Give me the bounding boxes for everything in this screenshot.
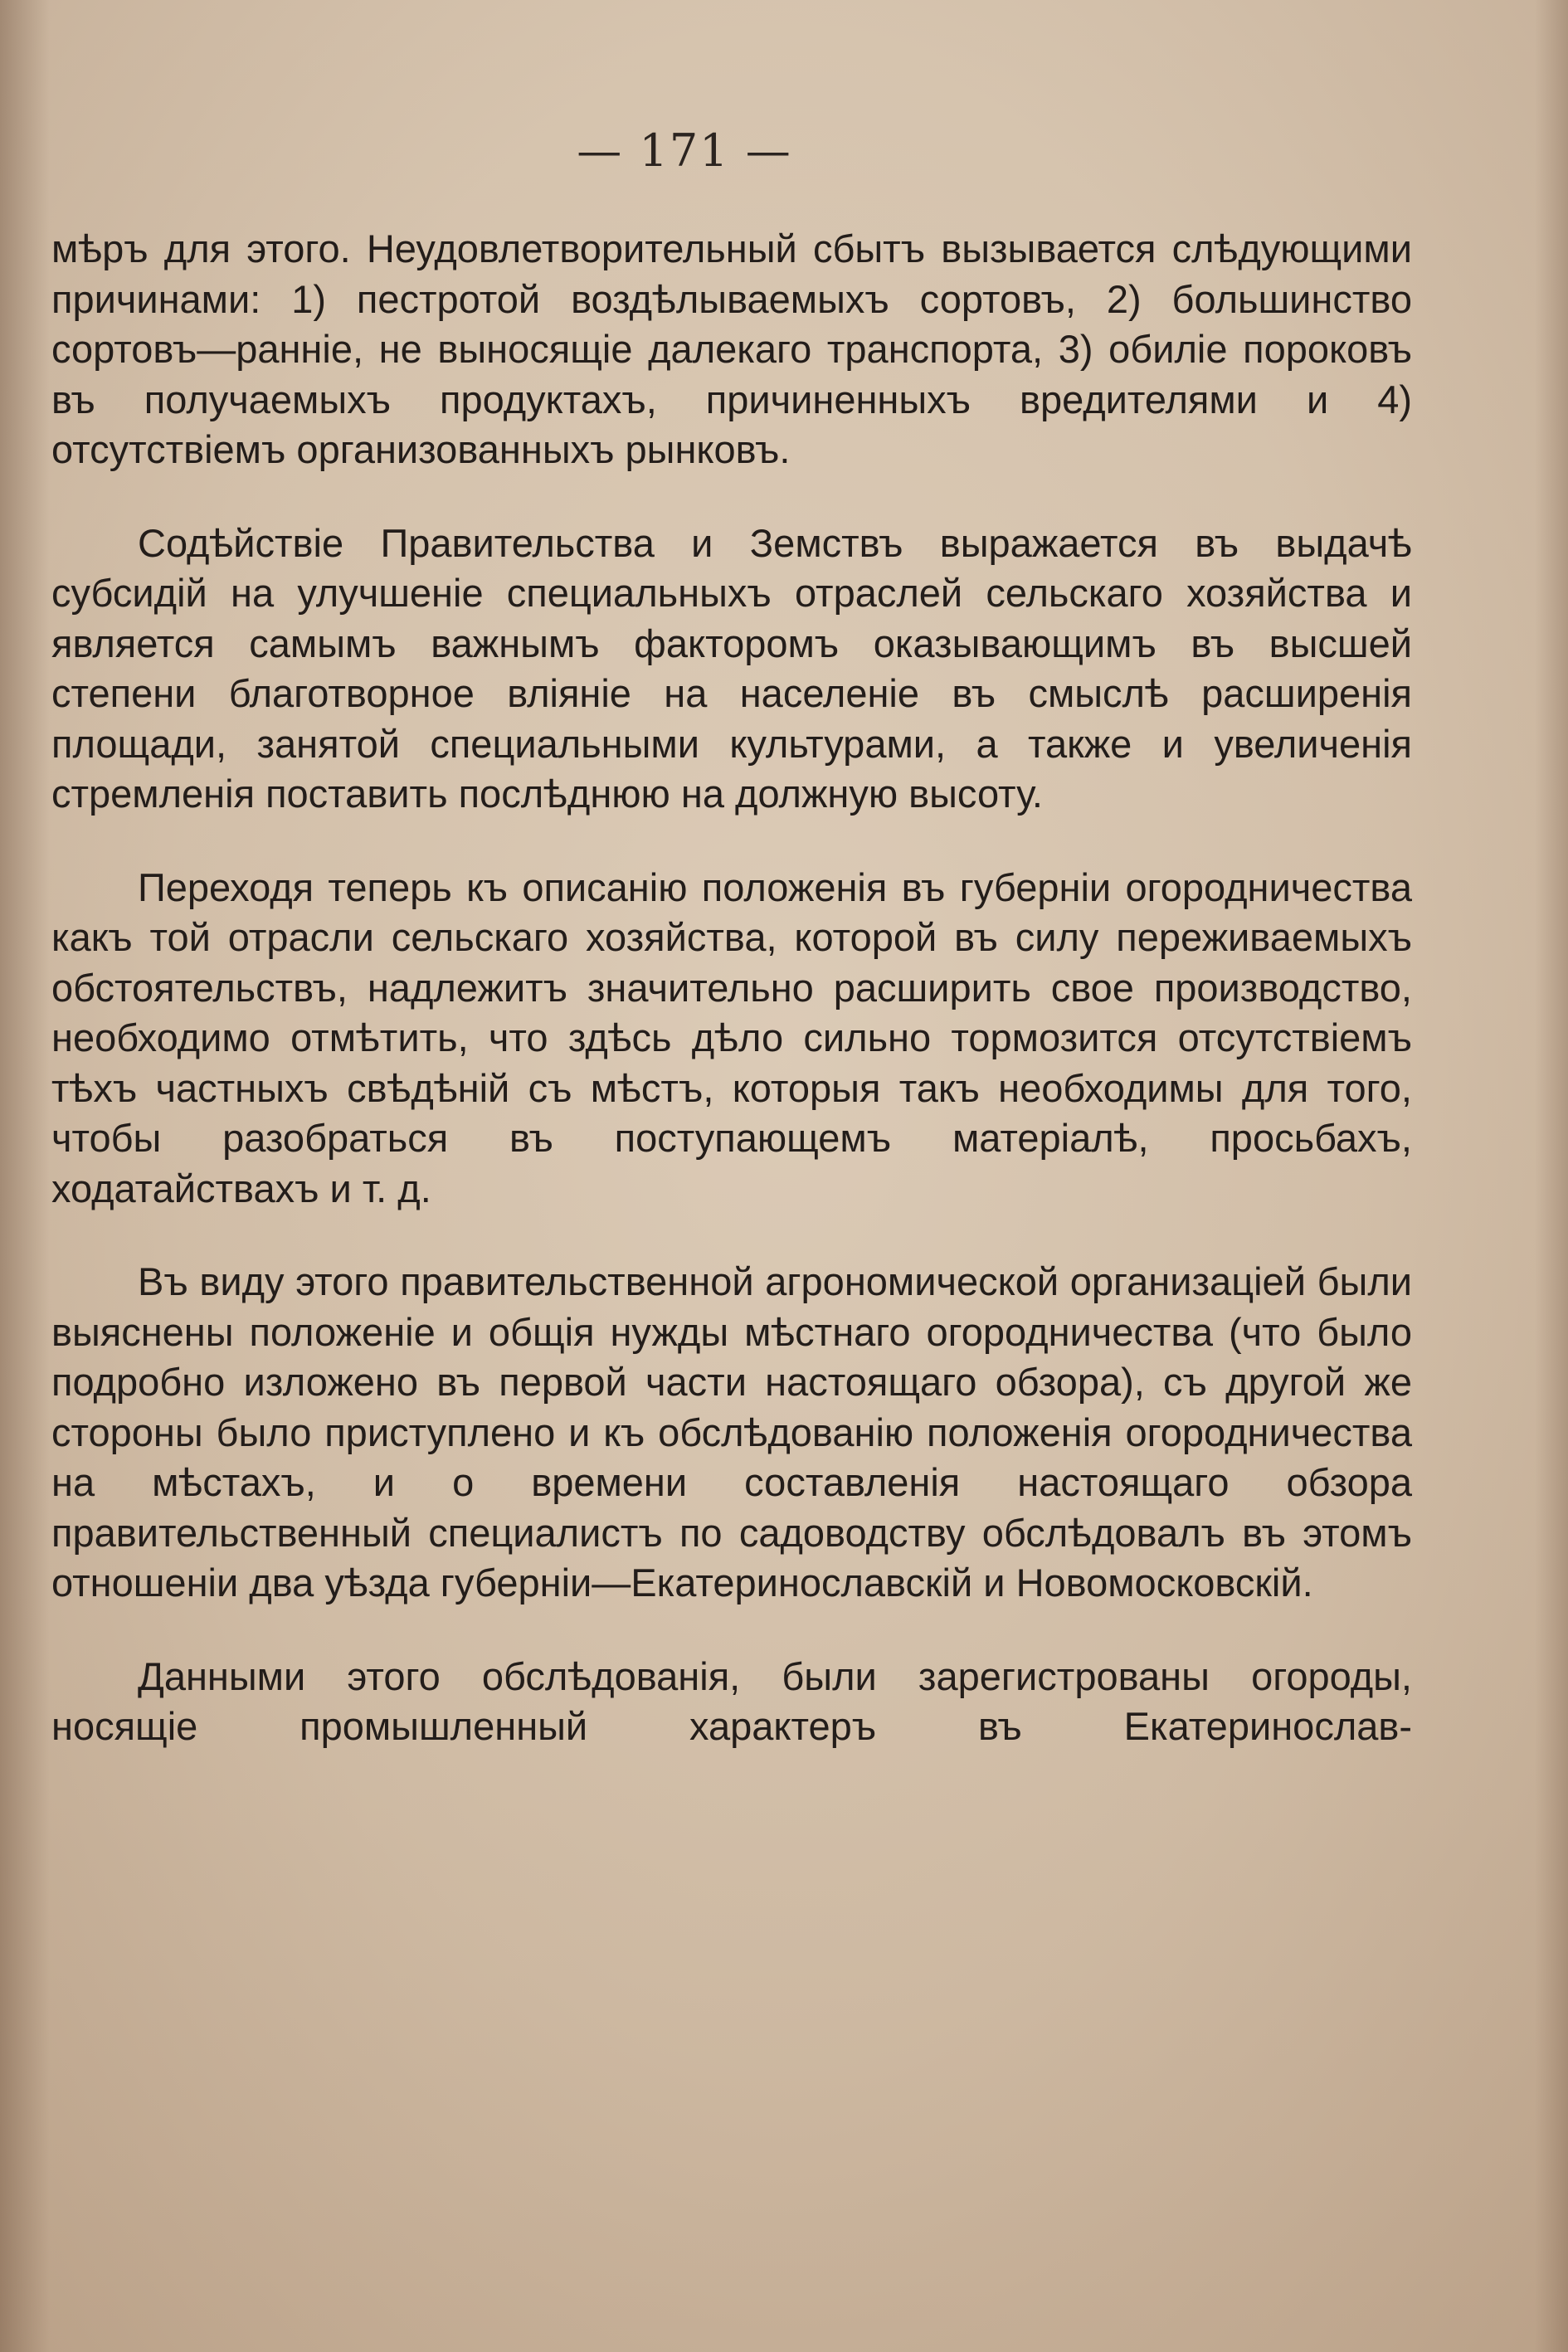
paragraph-3: Переходя теперь къ описанію положенія въ губерніи огородничества какъ той отрасли сельскаго хозяйства, которой въ силу переживаемыхъ обстоятельствъ, надлежитъ значительно расширить свое производство, необходимо отмѣтить, что здѣсь дѣло сильно тормозится отсутствіемъ тѣхъ частныхъ свѣдѣній съ мѣстъ, которыя такъ необходимы для того, чтобы разобраться въ поступающемъ матеріалѣ, просьбахъ, ходатайствахъ и т. д. [51, 864, 1412, 1210]
page-edge-shadow-left [0, 0, 50, 2352]
body-text [51, 224, 1412, 1752]
paragraph-1: мѣръ для этого. Неудовлетворительный сбытъ вызывается слѣдующими причинами: 1) пестротой воздѣлываемыхъ сортовъ, 2) большинство сортовъ—ранніе, не выносящіе далекаго транспорта, 3) обиліе пороковъ въ получаемыхъ продуктахъ, причиненныхъ вредителями и 4) отсутствіемъ организованныхъ рынковъ. [51, 226, 1412, 471]
paragraph-2: Содѣйствіе Правительства и Земствъ выражается въ выдачѣ субсидій на улучшеніе специальныхъ отраслей сельскаго хозяйства и является самымъ важнымъ факторомъ оказывающимъ въ высшей степени благотворное вліяніе на населеніе въ смыслѣ расширенія площади, занятой специальными культурами, а также и увеличенія стремленія поставить послѣднюю на должную высоту. [51, 520, 1412, 816]
paragraph-4: Въ виду этого правительственной агрономической организацiей были выяснены положеніе и общія нужды мѣстнаго огородничества (что было подробно изложено въ первой части настоящаго обзора), съ другой же стороны было приступлено и къ обслѣдованію положенія огородничества на мѣстахъ, и о времени составленія настоящаго обзора правительственный специалистъ по садоводству обслѣдовалъ въ этомъ отношеніи два уѣзда губерніи—Екатеринославскій и Новомосковскій. [51, 1259, 1412, 1605]
paragraph-5: Данными этого обслѣдованія, были зарегистрованы огороды, носящіе промышленный характеръ въ Екатеринослав- [51, 1653, 1412, 1748]
page-number: — 171 — [577, 124, 792, 177]
page-edge-shadow-right [1535, 0, 1568, 2352]
